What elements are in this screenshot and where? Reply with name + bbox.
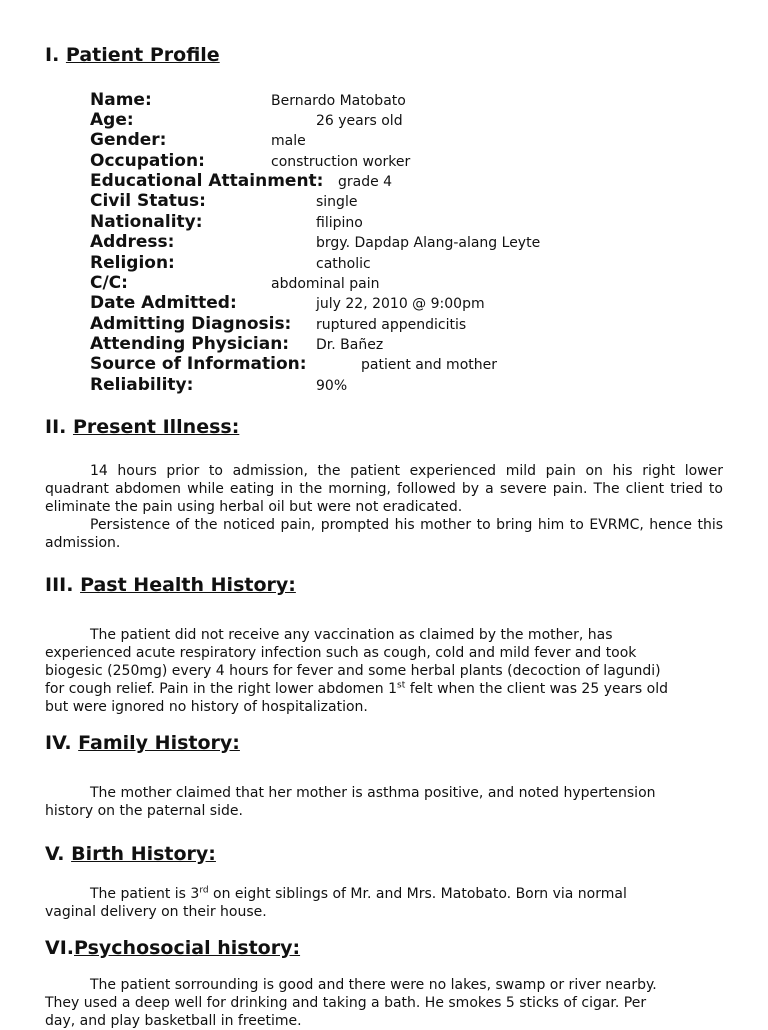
section-title: Past Health History: [80, 574, 296, 596]
field-label: Reliability: [90, 375, 194, 395]
field-label: Civil Status: [90, 191, 206, 211]
field-value: Dr. Bañez [316, 337, 384, 353]
field-value: construction worker [271, 154, 411, 170]
field-value: 90% [316, 378, 348, 394]
paragraph-line: felt when the client was 25 years old [405, 681, 669, 697]
field-label: Nationality: [90, 212, 203, 232]
field-label: Attending Physician: [90, 334, 290, 354]
section-title: Present Illness: [72, 416, 240, 438]
field-label: Occupation: [90, 151, 205, 171]
field-label: Gender: [90, 130, 167, 150]
present-illness-paragraph-1 [45, 462, 723, 516]
paragraph-text: Persistence of the noticed pain, prompted his mother to bring him to EVRMC, hence this admission. [45, 517, 723, 551]
paragraph-text: 14 hours prior to admission, the patient experienced mild pain on his right lower quadrant abdomen while eating in the morning, followed by a severe pain. The client tried to eliminate the pain using herbal oil but were not eradicated. [45, 463, 723, 515]
paragraph-line: history on the paternal side. [45, 803, 243, 819]
section-title: Patient Profile [65, 44, 220, 66]
field-label: Admitting Diagnosis: [90, 314, 292, 334]
psychosocial-history-paragraph [45, 976, 723, 1030]
ordinal-suffix: rd [199, 885, 209, 896]
paragraph-line: on eight siblings of Mr. and Mrs. Matobato. Born via normal [208, 886, 627, 902]
family-history-paragraph [45, 784, 723, 820]
paragraph-line: The patient did not receive any vaccination as claimed by the mother, has [90, 627, 613, 643]
present-illness-paragraph-2 [45, 516, 723, 552]
section-number: VI. [45, 937, 74, 959]
field-value: catholic [316, 256, 371, 272]
section-number: V. [45, 843, 65, 865]
field-value: filipino [316, 215, 363, 231]
section-heading-present-illness [45, 416, 239, 438]
paragraph-line: biogesic (250mg) every 4 hours for fever and some herbal plants (decoction of lagundi) [45, 663, 661, 679]
field-label: Educational Attainment: [90, 171, 324, 191]
section-number: I. [45, 44, 60, 66]
field-label: Religion: [90, 253, 175, 273]
section-number: IV. [45, 732, 72, 754]
field-label: Name: [90, 90, 152, 110]
section-heading-birth-history [45, 843, 216, 865]
section-title: Birth History: [71, 843, 216, 865]
field-value: brgy. Dapdap Alang-alang Leyte [316, 235, 541, 251]
section-heading-family-history [45, 732, 240, 754]
field-label: Age: [90, 110, 134, 130]
field-label: Address: [90, 232, 175, 252]
paragraph-line: experienced acute respiratory infection such as cough, cold and mild fever and took [45, 645, 637, 661]
section-number: III. [45, 574, 74, 596]
paragraph-line: vaginal delivery on their house. [45, 904, 267, 920]
field-value: abdominal pain [271, 276, 380, 292]
paragraph-line: The patient sorrounding is good and there were no lakes, swamp or river nearby. [90, 977, 657, 993]
field-value: male [271, 133, 306, 149]
field-value: 26 years old [316, 113, 403, 129]
field-label: Date Admitted: [90, 293, 237, 313]
section-title: Psychosocial history: [74, 937, 301, 959]
field-label: C/C: [90, 273, 128, 293]
field-value: july 22, 2010 @ 9:00pm [316, 296, 485, 312]
section-heading-past-health-history [45, 574, 296, 596]
field-value: grade 4 [338, 174, 393, 190]
section-heading-psychosocial-history [45, 937, 300, 959]
field-value: ruptured appendicitis [316, 317, 467, 333]
paragraph-line: for cough relief. Pain in the right lower abdomen 1 [45, 681, 398, 697]
birth-history-paragraph [45, 885, 723, 921]
paragraph-line: The mother claimed that her mother is asthma positive, and noted hypertension [90, 785, 656, 801]
section-heading-patient-profile [45, 44, 220, 66]
ordinal-suffix: st [397, 680, 406, 691]
paragraph-line: but were ignored no history of hospitalization. [45, 699, 368, 715]
paragraph-line: They used a deep well for drinking and taking a bath. He smokes 5 sticks of cigar. Per [45, 995, 647, 1011]
field-value: single [316, 194, 358, 210]
past-health-history-paragraph [45, 626, 723, 716]
field-value: patient and mother [361, 357, 497, 373]
section-number: II. [45, 416, 67, 438]
paragraph-line: The patient is 3 [90, 886, 200, 902]
paragraph-line: day, and play basketball in freetime. [45, 1013, 302, 1029]
section-title: Family History: [78, 732, 240, 754]
field-value: Bernardo Matobato [271, 93, 406, 109]
field-label: Source of Information: [90, 354, 307, 374]
